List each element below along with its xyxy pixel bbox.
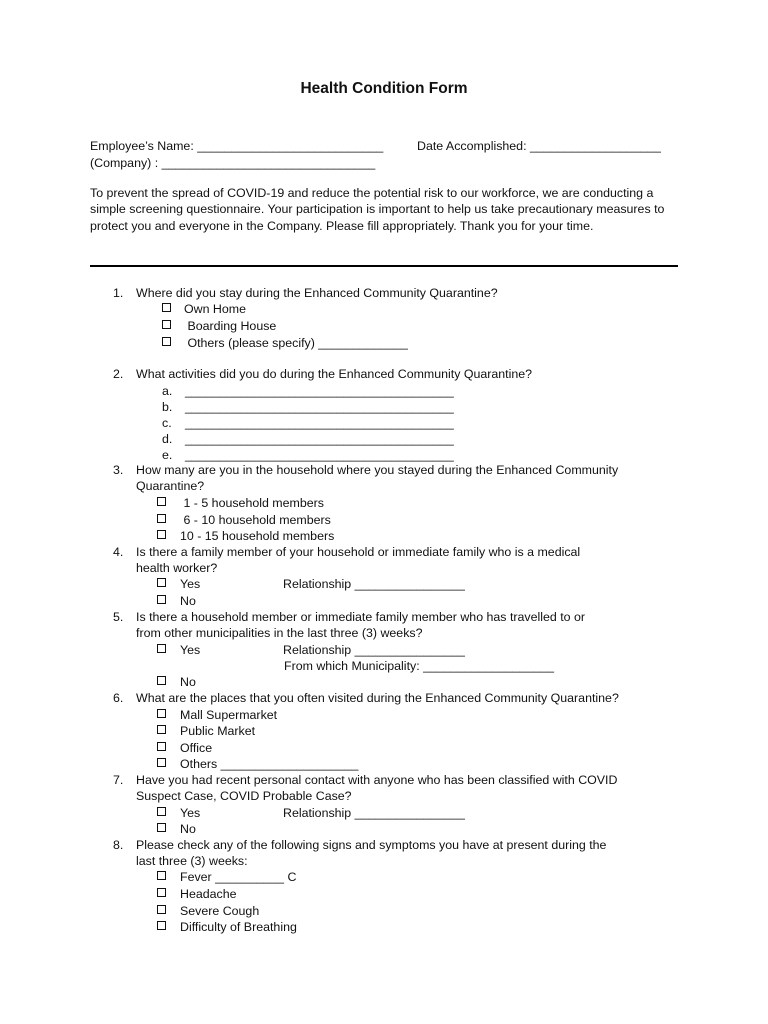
option-no[interactable]: No (157, 821, 196, 837)
question-text: Where did you stay during the Enhanced Community Quarantine? (136, 286, 498, 300)
activity-d-blank[interactable]: _______________________________________ (185, 432, 454, 446)
question-text: health worker? (136, 561, 218, 575)
checkbox-icon[interactable] (157, 514, 166, 523)
question-text: How many are you in the household where you stayed during the Enhanced Community (136, 463, 619, 477)
checkbox-icon[interactable] (157, 742, 166, 751)
activity-b-label: b. (162, 400, 173, 414)
option-fever[interactable]: Fever __________ C (157, 869, 296, 885)
checkbox-icon[interactable] (157, 905, 166, 914)
option-headache[interactable]: Headache (157, 886, 237, 902)
option-office[interactable]: Office (157, 740, 212, 756)
checkbox-icon[interactable] (162, 337, 171, 346)
activity-b-blank[interactable]: _______________________________________ (185, 400, 454, 414)
relationship-field[interactable]: Relationship ________________ (283, 806, 465, 820)
question-number: 1. (113, 286, 124, 300)
checkbox-icon[interactable] (157, 709, 166, 718)
page-title: Health Condition Form (300, 80, 468, 97)
date-accomplished-field[interactable]: Date Accomplished: ___________________ (417, 139, 661, 153)
option-yes[interactable]: Yes (157, 642, 200, 658)
option-yes[interactable]: Yes (157, 576, 200, 592)
checkbox-icon[interactable] (157, 807, 166, 816)
checkbox-icon[interactable] (157, 871, 166, 880)
option-no[interactable]: No (157, 593, 196, 609)
checkbox-icon[interactable] (162, 303, 171, 312)
checkbox-icon[interactable] (157, 823, 166, 832)
question-number: 2. (113, 367, 124, 381)
option-public-market[interactable]: Public Market (157, 723, 255, 739)
option-10-15-members[interactable]: 10 - 15 household members (157, 528, 334, 544)
question-text: Quarantine? (136, 479, 205, 493)
option-severe-cough[interactable]: Severe Cough (157, 903, 259, 919)
activity-c-label: c. (162, 416, 172, 430)
question-number: 4. (113, 545, 124, 559)
question-number: 7. (113, 773, 124, 787)
option-difficulty-breathing[interactable]: Difficulty of Breathing (157, 919, 297, 935)
divider (90, 265, 678, 267)
activity-d-label: d. (162, 432, 173, 446)
question-text: last three (3) weeks: (136, 854, 248, 868)
option-yes[interactable]: Yes (157, 805, 200, 821)
question-text: Suspect Case, COVID Probable Case? (136, 789, 352, 803)
activity-e-blank[interactable]: _______________________________________ (185, 448, 454, 462)
question-text: Have you had recent personal contact with anyone who has been classified with COVID (136, 773, 618, 787)
checkbox-icon[interactable] (162, 320, 171, 329)
activity-a-blank[interactable]: _______________________________________ (185, 384, 454, 398)
option-1-5-members[interactable]: 1 - 5 household members (157, 495, 324, 511)
question-text: What are the places that you often visited during the Enhanced Community Quarantine? (136, 691, 619, 705)
option-no[interactable]: No (157, 674, 196, 690)
checkbox-icon[interactable] (157, 921, 166, 930)
option-others[interactable]: Others (please specify) _____________ (162, 335, 408, 351)
activity-c-blank[interactable]: _______________________________________ (185, 416, 454, 430)
employee-name-field[interactable]: Employee’s Name: ___________________________ (90, 139, 384, 153)
company-field[interactable]: (Company) : _______________________________ (90, 156, 376, 170)
option-others[interactable]: Others ____________________ (157, 756, 358, 772)
question-number: 3. (113, 463, 124, 477)
intro-paragraph: To prevent the spread of COVID-19 and reduce the potential risk to our workforce, we are conducting a simple screening questionnaire. Your participation is important to help us take precautionary measures to protect you and everyone in the Company. Please fill appropriately. Thank you for your time. (90, 186, 665, 233)
activity-e-label: e. (162, 448, 173, 462)
checkbox-icon[interactable] (157, 595, 166, 604)
option-own-home[interactable]: Own Home (162, 301, 246, 317)
checkbox-icon[interactable] (157, 888, 166, 897)
option-boarding-house[interactable]: Boarding House (162, 318, 276, 334)
question-text: Please check any of the following signs and symptoms you have at present during the (136, 838, 607, 852)
checkbox-icon[interactable] (157, 578, 166, 587)
relationship-field[interactable]: Relationship ________________ (283, 643, 465, 657)
question-text: from other municipalities in the last three (3) weeks? (136, 626, 423, 640)
question-text: Is there a family member of your household or immediate family who is a medical (136, 545, 581, 559)
option-6-10-members[interactable]: 6 - 10 household members (157, 512, 331, 528)
question-text: Is there a household member or immediate family member who has travelled to or (136, 610, 586, 624)
checkbox-icon[interactable] (157, 497, 166, 506)
checkbox-icon[interactable] (157, 758, 166, 767)
checkbox-icon[interactable] (157, 530, 166, 539)
question-number: 5. (113, 610, 124, 624)
question-text: What activities did you do during the Enhanced Community Quarantine? (136, 367, 533, 381)
checkbox-icon[interactable] (157, 676, 166, 685)
option-mall-supermarket[interactable]: Mall Supermarket (157, 707, 277, 723)
question-number: 6. (113, 691, 124, 705)
question-number: 8. (113, 838, 124, 852)
checkbox-icon[interactable] (157, 725, 166, 734)
checkbox-icon[interactable] (157, 644, 166, 653)
activity-a-label: a. (162, 384, 173, 398)
relationship-field[interactable]: Relationship ________________ (283, 577, 465, 591)
municipality-field[interactable]: From which Municipality: ___________________ (284, 659, 555, 673)
